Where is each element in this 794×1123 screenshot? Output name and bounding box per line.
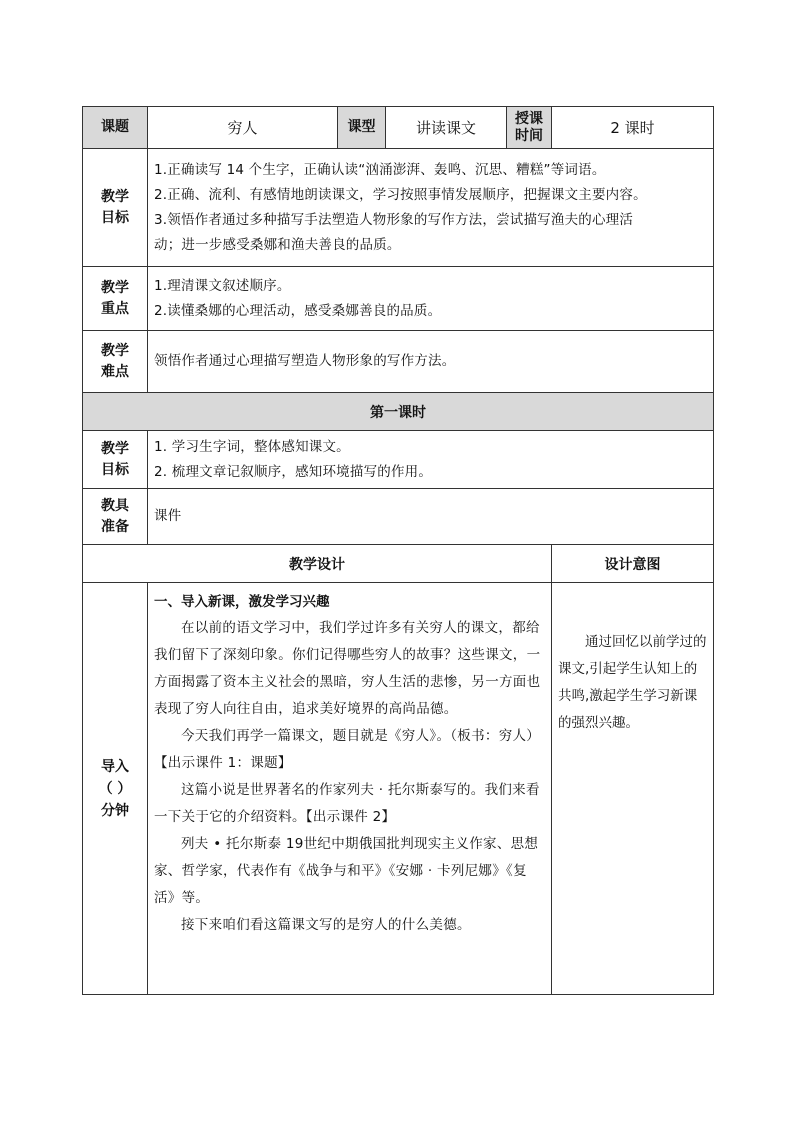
stage-duration-blank: （ ） [98,780,132,797]
goals-label-line-1: 教学 [101,188,129,205]
design-body-row [83,583,714,995]
key-point-line: 1.理清课文叙述顺序。 [154,277,291,294]
difficulties-text: 领悟作者通过心理描写塑造人物形象的写作方法。 [154,353,456,369]
difficulties-label [83,331,148,393]
lesson-goal-line: 1. 学习生字词，整体感知课文。 [154,438,350,455]
lesson-goals-label-line-1: 教学 [101,440,129,457]
paragraph: 列夫 • 托尔斯泰 19世纪中期俄国批判现实主义作家、思想家、哲学家，代表作有《战争与和平》《安娜 · 卡列尼娜》《复活》等。 [154,836,539,906]
paragraph: 在以前的语文学习中，我们学过许多有关穷人的课文，都给我们留下了深刻印象。你们记得哪些穷人的故事？这些课文，一方面揭露了资本主义社会的黑暗，穷人生活的悲惨，另一方面也表现了穷人向往自由，追求美好境界的高尚品德。 [154,620,541,717]
topic-value: 穷人 [148,107,338,149]
design-intent-text: 通过回忆以前学过的课文,引起学生认知上的共鸣,激起学生学习新课的强烈兴趣。 [558,633,707,731]
intent-content [552,583,714,995]
key-point-line: 2.读懂桑娜的心理活动，感受桑娜善良的品质。 [154,302,442,319]
prep-label-line-1: 教具 [101,497,129,514]
key-points-label [83,267,148,331]
goals-label-line-2: 目标 [101,209,129,226]
goals-label [83,149,148,267]
lesson-goals-content [148,431,714,489]
lesson-title-row [83,393,714,431]
time-label-line-2: 时间 [515,127,543,144]
intent-column-header: 设计意图 [552,545,714,583]
section-heading: 一、导入新课，激发学习兴趣 [154,594,330,610]
time-value: 2 课时 [552,107,714,149]
stage-label-line-1: 导入 [101,758,129,775]
goal-line: 动；进一步感受桑娜和渔夫善良的品质。 [154,236,401,253]
prep-content [148,489,714,545]
goal-line: 2.正确、流利、有感情地朗读课文，学习按照事情发展顺序，把握课文主要内容。 [154,186,647,203]
time-label [507,107,552,149]
stage-label-line-3: 分钟 [101,802,129,819]
goal-line: 1.正确读写 14 个生字，正确认读“汹涌澎湃、轰鸣、沉思、糟糕”等词语。 [154,161,606,178]
lesson-plan-table [82,106,714,995]
goals-content [148,149,714,267]
stage-label [83,583,148,995]
type-value: 讲读课文 [386,107,507,149]
prep-value: 课件 [154,508,182,524]
paragraph: 接下来咱们看这篇课文写的是穷人的什么美德。 [181,917,471,933]
paragraph: 这篇小说是世界著名的作家列夫 · 托尔斯泰写的。我们来看一下关于它的介绍资料。【出示课件 2】 [154,782,540,825]
design-column-header: 教学设计 [83,545,552,583]
lesson-goals-label [83,431,148,489]
time-label-line-1: 授课 [515,110,543,127]
lesson-title: 第一课时 [83,393,714,431]
goal-line: 3.领悟作者通过多种描写手法塑造人物形象的写作方法，尝试描写渔夫的心理活 [154,211,634,228]
design-content [148,583,552,995]
lesson-goals-label-line-2: 目标 [101,461,129,478]
key-points-label-line-1: 教学 [101,279,129,296]
key-points-content [148,267,714,331]
lesson-goals-row [83,431,714,489]
difficulties-content [148,331,714,393]
key-points-row [83,267,714,331]
difficulties-row [83,331,714,393]
difficulties-label-line-2: 难点 [101,363,129,380]
prep-row [83,489,714,545]
difficulties-label-line-1: 教学 [101,342,129,359]
lesson-goal-line: 2. 梳理文章记叙顺序，感知环境描写的作用。 [154,463,433,480]
prep-label-line-2: 准备 [101,518,129,535]
type-label: 课型 [338,107,386,149]
design-header-row [83,545,714,583]
paragraph: 今天我们再学一篇课文，题目就是《穷人》。（板书：穷人）【出示课件 1：课题】 [154,728,541,771]
header-row [83,107,714,149]
prep-label [83,489,148,545]
key-points-label-line-2: 重点 [101,300,129,317]
goals-row [83,149,714,267]
topic-label: 课题 [83,107,148,149]
